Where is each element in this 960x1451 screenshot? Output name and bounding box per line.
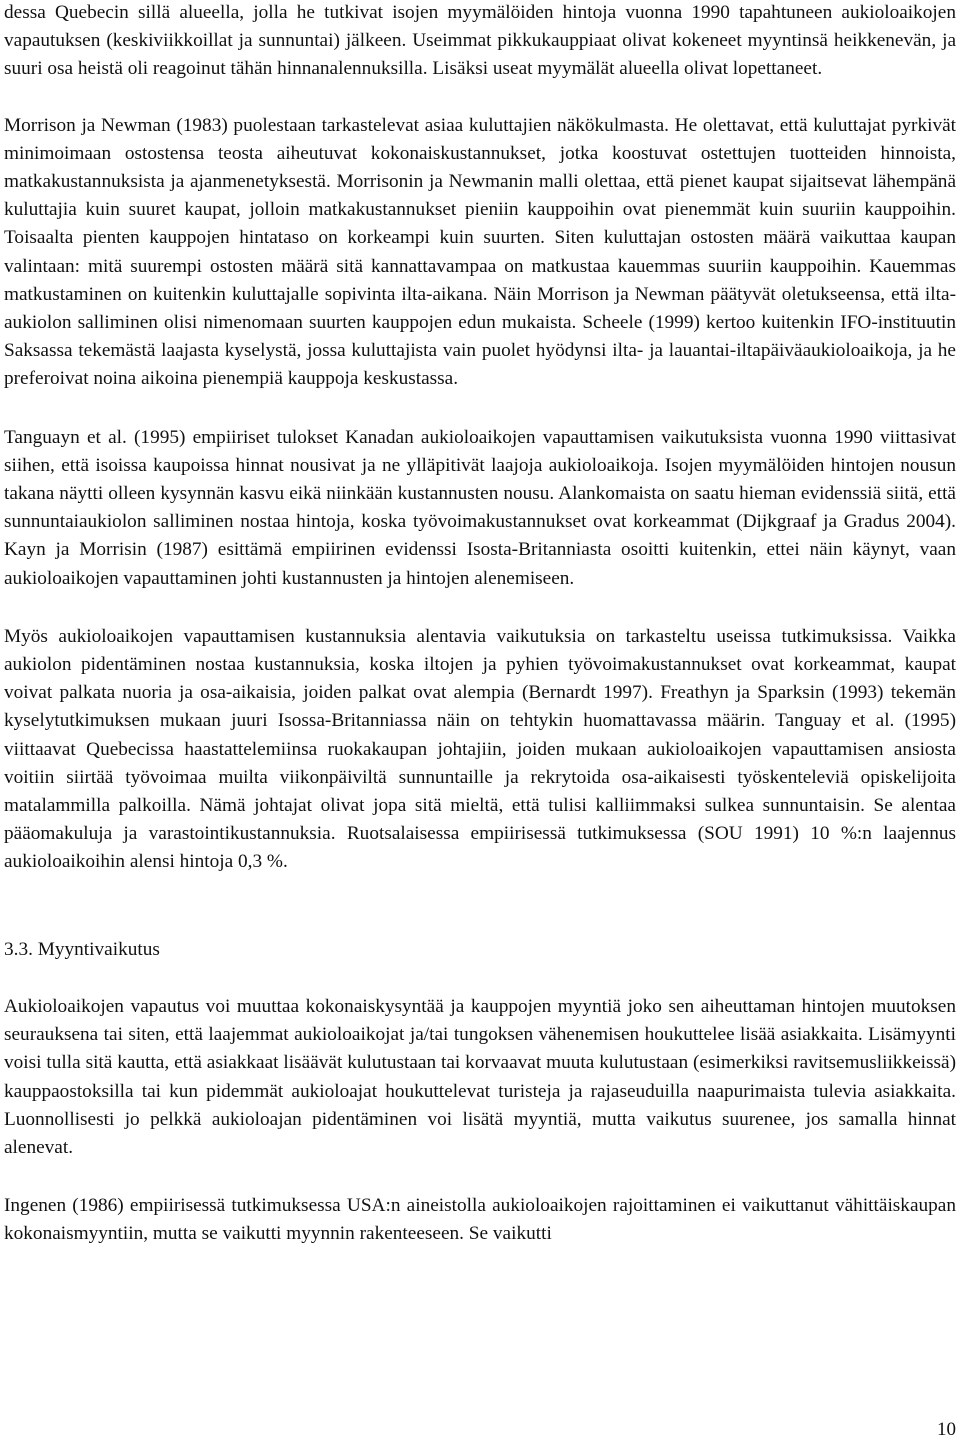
body-paragraph: Aukioloaikojen vapautus voi muuttaa kokonaiskysyntää ja kauppojen myyntiä joko sen aiheuttaman hintojen muutoksen seurauksena tai siten, että laajemmat aukioloaikojat ja/tai tungoksen vähenemisen houkuttelee lisää asiakkaita. Lisämyynti voisi tulla sitä kautta, että asiakkaat lisäävät kulutustaan tai korvaavat muuta kulutustaan (esimerkiksi ravitsemusliikkeissä) kauppaostoksilla tai kun pidemmät aukioloajat houkuttelevat turisteja ja rajaseuduilla naapurimaista tulevia asiakkaita. Luonnollisesti jo pelkkä aukioloajan pidentäminen voi lisätä myyntiä, mutta vaikutus suurenee, jos samalla hinnat alenevat. bbox=[4, 995, 956, 1158]
page-number: 10 bbox=[937, 1419, 956, 1440]
body-paragraph: dessa Quebecin sillä alueella, jolla he tutkivat isojen myymälöiden hintoja vuonna 1990 tapahtuneen aukioloaikojen vapautuksen (keskiviikkoillat ja sunnuntai) jälkeen. Useimmat pikkukauppiaat olivat kokeneet myyntinsä heikkenevän, ja suuri osa heistä oli reagoinut tähän hinnanalennuksilla. Lisäksi useat myymälät alueella olivat lopettaneet. bbox=[4, 2, 956, 80]
body-paragraph: Tanguayn et al. (1995) empiiriset tulokset Kanadan aukioloaikojen vapauttamisen vaikutuksista vuonna 1990 viittasivat siihen, että isoissa kaupoissa hinnat nousivat ja ne ylläpitivät laajoja aukioloaikoja. Isojen myymälöiden hintojen nousun takana näytti olleen kysynnän kasvu eikä niinkään kustannusten nousu. Alankomaista on saatu hieman evidenssiä siitä, että sunnuntaiaukiolon salliminen nostaa hintoja, koska työvoimakustannukset ovat korkeammat (Dijkgraaf ja Gradus 2004). Kayn ja Morrisin (1987) esittämä empiirinen evidenssi Isosta-Britanniasta osoitti kuitenkin, ettei näin käynyt, vaan aukioloaikojen vapauttaminen johti kustannusten ja hintojen alenemiseen. bbox=[4, 426, 956, 589]
body-paragraph: Morrison ja Newman (1983) puolestaan tarkastelevat asiaa kuluttajien näkökulmasta. He olettavat, että kuluttajat pyrkivät minimoimaan ostostensa teosta aiheutuvat kokonaiskustannukset, jotka koostuvat ostettujen tuotteiden hinnoista, matkakustannuksista ja ajanmenetyksestä. Morrisonin ja Newmanin malli olettaa, että pienet kaupat sijaitsevat lähempänä kuluttajia kuin suuret kaupat, jolloin matkakustannukset pieniin kauppoihin ovat pienemmät kuin suuriin kauppoihin. Toisaalta pienten kauppojen hintataso on korkeampi kuin suurten. Siten kuluttajan ostosten määrä vaikuttaa kaupan valintaan: mitä suurempi ostosten määrä sitä kannattavampaa on matkustaa kauemmas suuriin kauppoihin. Kauemmas matkustaminen on kuitenkin kuluttajalle sopivinta ilta-aikana. Näin Morrison ja Newman päätyvät oletukseensa, että ilta-aukiolon salliminen olisi nimenomaan suurten kauppojen edun mukaista. Scheele (1999) kertoo kuitenkin IFO-instituutin Saksassa tekemästä laajasta kyselystä, jossa kuluttajista vain puolet hyödynsi ilta- ja lauantai-iltapäiväaukioloaikoja, ja he preferoivat noina aikoina pienempiä kauppoja keskustassa. bbox=[4, 114, 956, 390]
document-page bbox=[4, 0, 956, 1249]
body-paragraph: Ingenen (1986) empiirisessä tutkimuksessa USA:n aineistolla aukioloaikojen rajoittaminen ei vaikuttanut vähittäiskaupan kokonaismyyntiin, mutta se vaikutti myynnin rakenteeseen. Se vaikutti bbox=[4, 1195, 956, 1245]
body-paragraph: Myös aukioloaikojen vapauttamisen kustannuksia alentavia vaikutuksia on tarkasteltu useissa tutkimuksissa. Vaikka aukiolon pidentäminen nostaa kustannuksia, koska iltojen ja pyhien työvoimakustannukset ovat korkeammat, kaupat voivat palkata nuoria ja osa-aikaisia, joiden palkat ovat alempia (Bernardt 1997). Freathyn ja Sparksin (1993) tekemän kyselytutkimuksen mukaan juuri Isossa-Britanniassa näin on tehtykin huomattavassa määrin. Tanguay et al. (1995) viittaavat Quebecissa haastattelemiinsa ruokakaupan johtajiin, joiden mukaan aukioloaikojen vapauttamisen ansiosta voitiin siirtää työvoimaa muilta viikonpäiviltä sunnuntaille ja rekrytoida osa-aikaisesti työskenteleviä opiskelijoita matalammilla palkoilla. Nämä johtajat olivat jopa sitä mieltä, että tulisi kalliimmaksi sulkea sunnuntaisin. Se alentaa pääomakuluja ja varastointikustannuksia. Ruotsalaisessa empiirisessä tutkimuksessa (SOU 1991) 10 %:n laajennus aukioloaikoihin alensi hintoja 0,3 %. bbox=[4, 625, 956, 873]
section-heading: 3.3. Myyntivaikutus bbox=[4, 938, 160, 960]
